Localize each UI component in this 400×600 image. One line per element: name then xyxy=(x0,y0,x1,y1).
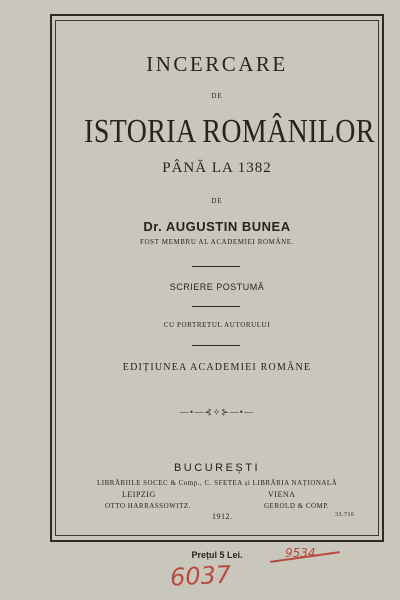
author-title: FOST MEMBRU AL ACADEMIEI ROMÂNE. xyxy=(140,238,294,246)
by-label: DE xyxy=(211,197,223,205)
divider-rule xyxy=(192,306,240,307)
handwritten-number-small: 9534 xyxy=(285,546,316,560)
edition-note: EDIȚIUNEA ACADEMIEI ROMÂNE xyxy=(122,362,312,373)
corner-mark xyxy=(70,0,72,9)
main-title: ISTORIA ROMÂNILOR xyxy=(84,113,375,150)
vienna-label: VIENA xyxy=(268,490,296,499)
leipzig-publisher: OTTO HARRASSOWITZ. xyxy=(105,502,191,510)
publishers-line: LIBRĂRIILE SOCEC & Comp., C. SFETEA și LIBRĂRIA NAȚIONALĂ xyxy=(97,479,338,487)
divider-rule xyxy=(192,266,240,267)
price-label: Prețul 5 Lei. xyxy=(191,550,243,560)
publication-year: 1912. xyxy=(212,512,233,521)
leipzig-label: LEIPZIG xyxy=(122,490,156,499)
author-name: Dr. AUGUSTIN BUNEA xyxy=(143,219,291,234)
portrait-note: CU PORTRETUL AUTORULUI xyxy=(163,321,271,329)
ornament-divider: —•—⊰✧⊱—•— xyxy=(180,407,254,417)
city-name: BUCUREȘTI xyxy=(173,462,261,474)
divider-rule xyxy=(192,345,240,346)
vienna-publisher: GEROLD & COMP. xyxy=(264,502,330,510)
title-subtitle-date: PÂNĂ LA 1382 xyxy=(162,160,272,176)
handwritten-number-large: 6037 xyxy=(169,560,232,592)
title-line-incercare: INCERCARE xyxy=(146,52,288,76)
posthumous-note: SCRIERE POSTUMĂ xyxy=(169,282,265,292)
print-code: 33.716 xyxy=(335,512,355,518)
title-line-de: DE xyxy=(211,92,223,100)
